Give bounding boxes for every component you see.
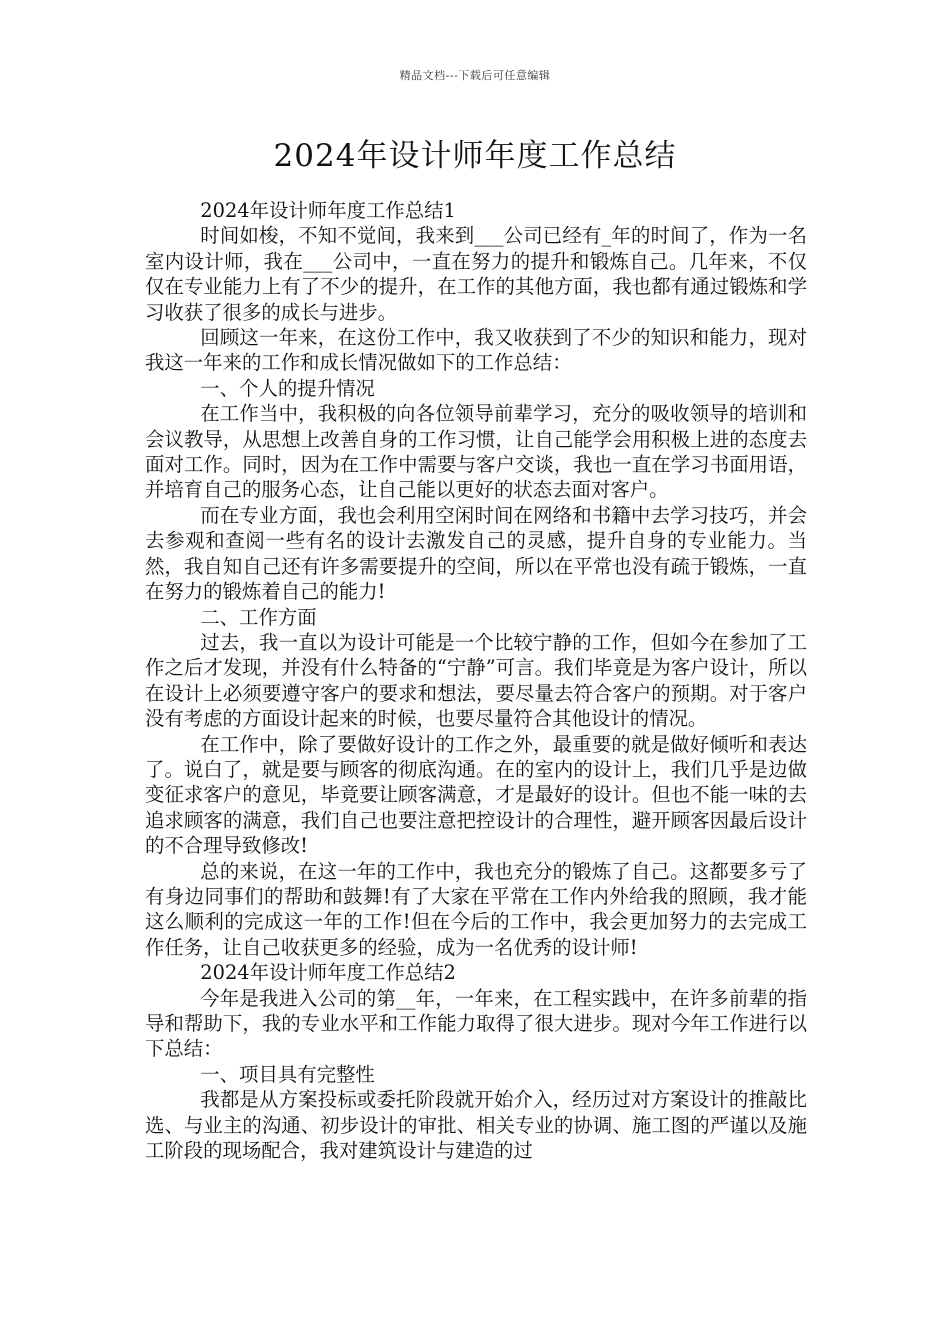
subsection-heading: 一、项目具有完整性 [200, 1062, 375, 1086]
section-heading: 2024年设计师年度工作总结2 [200, 961, 456, 985]
paragraph: 总的来说，在这一年的工作中，我也充分的锻炼了自己。这都要多亏了有身边同事们的帮助和鼓舞!有了大家在平常在工作内外给我的照顾，我才能这么顺利的完成这一年的工作!但在今后的工作中，我会更加努力的去完成工作任务，让自己收获更多的经验，成为一名优秀的设计师! [145, 859, 807, 959]
paragraph: 时间如梭，不知不觉间，我来到___公司已经有_年的时间了，作为一名室内设计师，我在___公司中，一直在努力的提升和锻炼自己。几年来，不仅仅在专业能力上有了不少的提升，在工作的其他方面，我也都有通过锻炼和学习收获了很多的成长与进步。 [145, 224, 807, 324]
paragraph: 过去，我一直以为设计可能是一个比较宁静的工作，但如今在参加了工作之后才发现，并没有什么特备的“宁静”可言。我们毕竟是为客户设计，所以在设计上必须要遵守客户的要求和想法，要尽量去符合客户的预期。对于客户没有考虑的方面设计起来的时候，也要尽量符合其他设计的情况。 [145, 630, 807, 731]
document-title: 2024年设计师年度工作总结 [273, 138, 677, 174]
paragraph: 我都是从方案投标或委托阶段就开始介入，经历过对方案设计的推敲比选、与业主的沟通、初步设计的审批、相关专业的协调、施工图的严谨以及施工阶段的现场配合，我对建筑设计与建造的过 [145, 1088, 807, 1163]
paragraph: 回顾这一年来，在这份工作中，我又收获到了不少的知识和能力，现对我这一年来的工作和成长情况做如下的工作总结： [145, 326, 807, 375]
subsection-heading: 一、个人的提升情况 [200, 376, 375, 400]
section-heading: 2024年设计师年度工作总结1 [200, 199, 456, 222]
document-body [145, 198, 807, 1163]
paragraph: 在工作中，除了要做好设计的工作之外，最重要的就是做好倾听和表达了。说白了，就是要与顾客的彻底沟通。在的室内的设计上，我们几乎是边做变征求客户的意见，毕竟要让顾客满意，才是最好的设计。但也不能一味的去追求顾客的满意，我们自己也要注意把控设计的合理性，避开顾客因最后设计的不合理导致修改! [145, 732, 807, 858]
header-note: 精品文档---下载后可任意编辑 [399, 69, 551, 82]
paragraph: 今年是我进入公司的第__年，一年来，在工程实践中，在许多前辈的指导和帮助下，我的专业水平和工作能力取得了很大进步。现对今年工作进行以下总结： [145, 986, 807, 1061]
paragraph: 而在专业方面，我也会利用空闲时间在网络和书籍中去学习技巧，并会去参观和查阅一些有名的设计去激发自己的灵感，提升自身的专业能力。当然，我自知自己还有许多需要提升的空间，所以在平常也没有疏于锻炼，一直在努力的锻炼着自己的能力! [145, 503, 807, 604]
paragraph: 在工作当中，我积极的向各位领导前辈学习，充分的吸收领导的培训和会议教导，从思想上改善自身的工作习惯，让自己能学会用积极上进的态度去面对工作。同时，因为在工作中需要与客户交谈，我也一直在学习书面用语，并培育自己的服务心态，让自己能以更好的状态去面对客户。 [145, 402, 807, 502]
subsection-heading: 二、工作方面 [200, 605, 317, 629]
